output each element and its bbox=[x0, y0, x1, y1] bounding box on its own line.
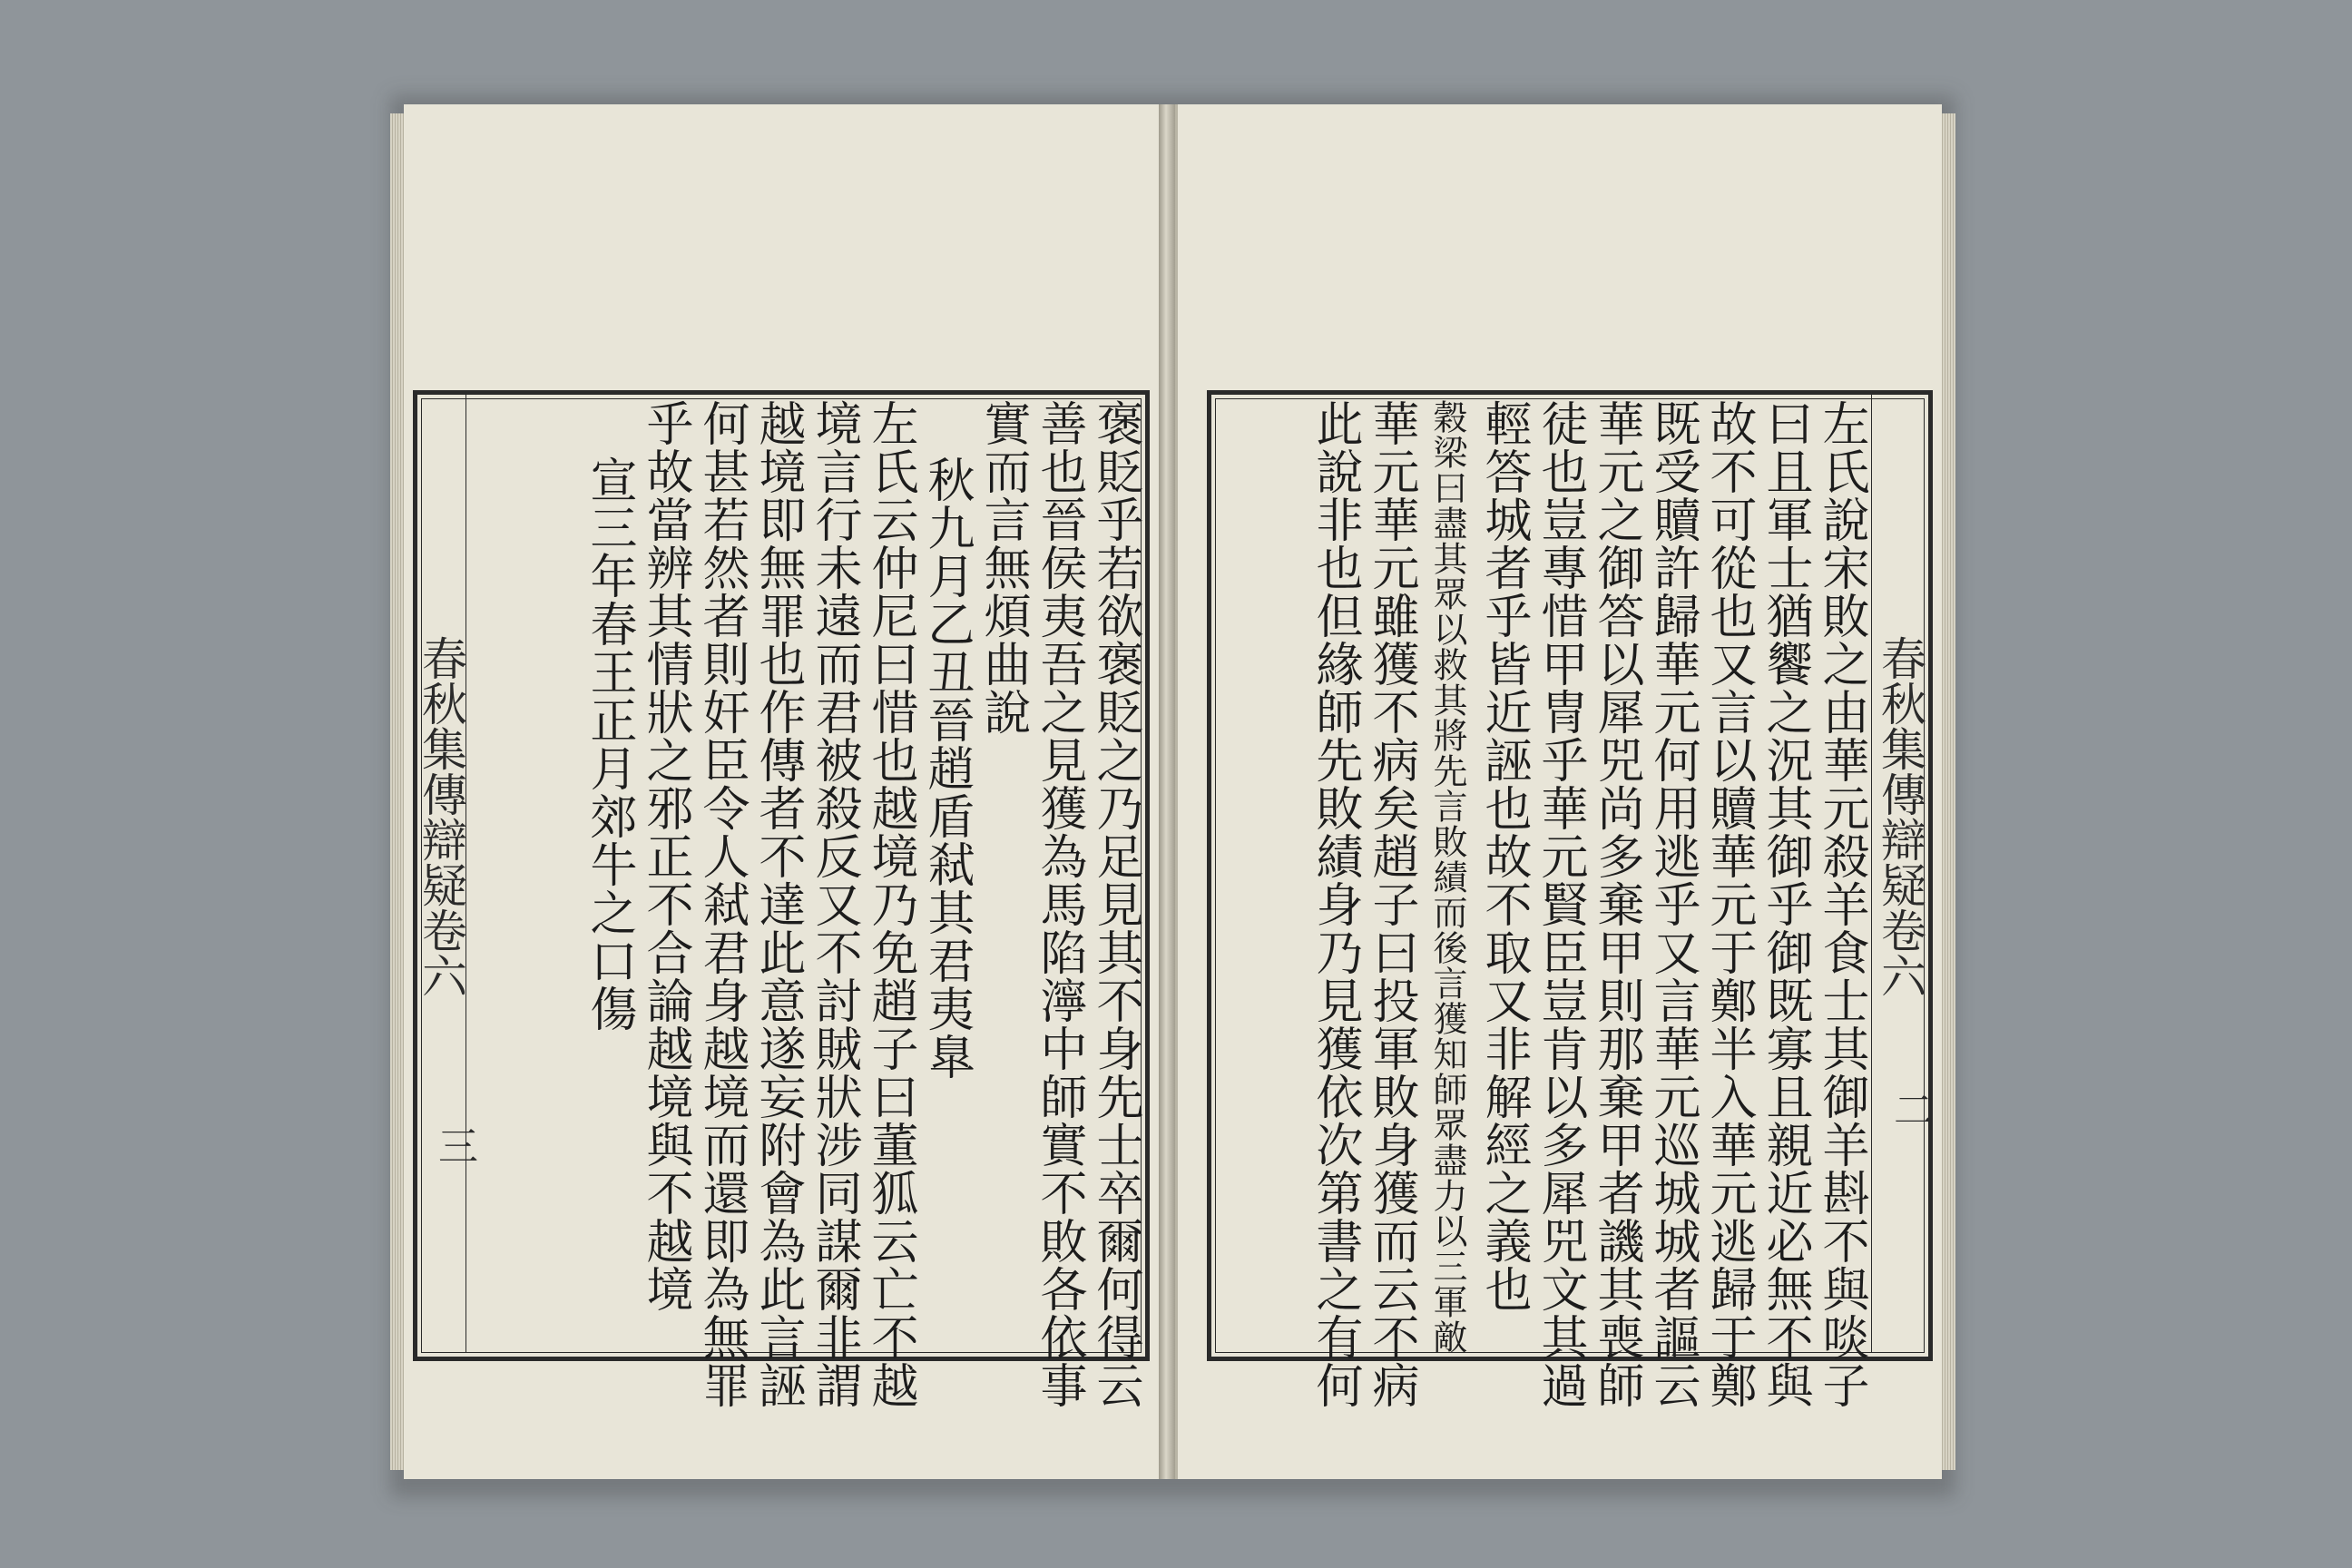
text-column: 故不可從也又言以贖華元于鄭半入華元逃歸于鄭 bbox=[1701, 399, 1756, 1409]
text-column: 既受贖許歸華元何用逃乎又言華元巡城城者謳云 bbox=[1645, 399, 1700, 1409]
book-gutter bbox=[1159, 104, 1175, 1479]
text-column: 華元之御答以犀兕尚多棄甲則那棄甲者譏其喪師 bbox=[1589, 399, 1643, 1409]
text-column: 華元華元雖獲不病矣趙子曰投軍敗身獲而云不病 bbox=[1364, 399, 1418, 1409]
text-column: 境言行未遠而君被殺反又不討賊狀涉同謀爾非謂 bbox=[807, 399, 861, 1409]
text-column: 越境即無罪也作傳者不達此意遂妄附會為此言誣 bbox=[750, 399, 805, 1409]
right-text-columns bbox=[1216, 399, 1869, 1409]
left-leaf-number: 三 bbox=[431, 1125, 477, 1165]
text-column: 宣三年春王正月郊牛之口傷 bbox=[582, 456, 636, 1033]
text-column: 何甚若然者則奸臣令人弒君身越境而還即為無罪 bbox=[694, 399, 749, 1409]
text-column: 乎故當辨其情狀之邪正不合論越境與不越境 bbox=[638, 399, 692, 1313]
text-column: 此說非也但緣師先敗績身乃見獲依次第書之有何 bbox=[1308, 399, 1362, 1409]
right-margin-title: 春秋集傳辯疑卷六 bbox=[1874, 635, 1926, 998]
text-column: 秋九月乙丑晉趙盾弒其君夷臯 bbox=[919, 456, 974, 1081]
text-column: 左氏說宋敗之由華元殺羊食士其御羊斟不與啖子 bbox=[1814, 399, 1868, 1409]
left-text-columns bbox=[472, 399, 1143, 1409]
text-column: 實而言無煩曲說 bbox=[975, 399, 1030, 736]
text-column: 曰且軍士猶饗之況其御乎御既寡且親近必無不與 bbox=[1758, 399, 1812, 1409]
text-column: 左氏云仲尼曰惜也越境乃免趙子曰董狐云亡不越 bbox=[863, 399, 917, 1409]
left-margin-title: 春秋集傳辯疑卷六 bbox=[415, 635, 467, 998]
text-column: 徒也豈專惜甲冑乎華元賢臣豈肯以多犀兕文其過 bbox=[1533, 399, 1587, 1409]
text-column: 穀梁曰盡其眾以救其將先言敗績而後言獲知師眾盡力以三軍敵 bbox=[1427, 399, 1467, 1355]
text-column: 褒貶乎若欲褒貶之乃足見其不身先士卒爾何得云 bbox=[1088, 399, 1142, 1409]
right-leaf-number: 二 bbox=[1886, 1089, 1933, 1129]
text-column: 善也晉侯夷吾之見獲為馬陷濘中師實不敗各依事 bbox=[1032, 399, 1086, 1409]
text-column: 輕答城者乎皆近誣也故不取又非解經之義也 bbox=[1476, 399, 1531, 1313]
